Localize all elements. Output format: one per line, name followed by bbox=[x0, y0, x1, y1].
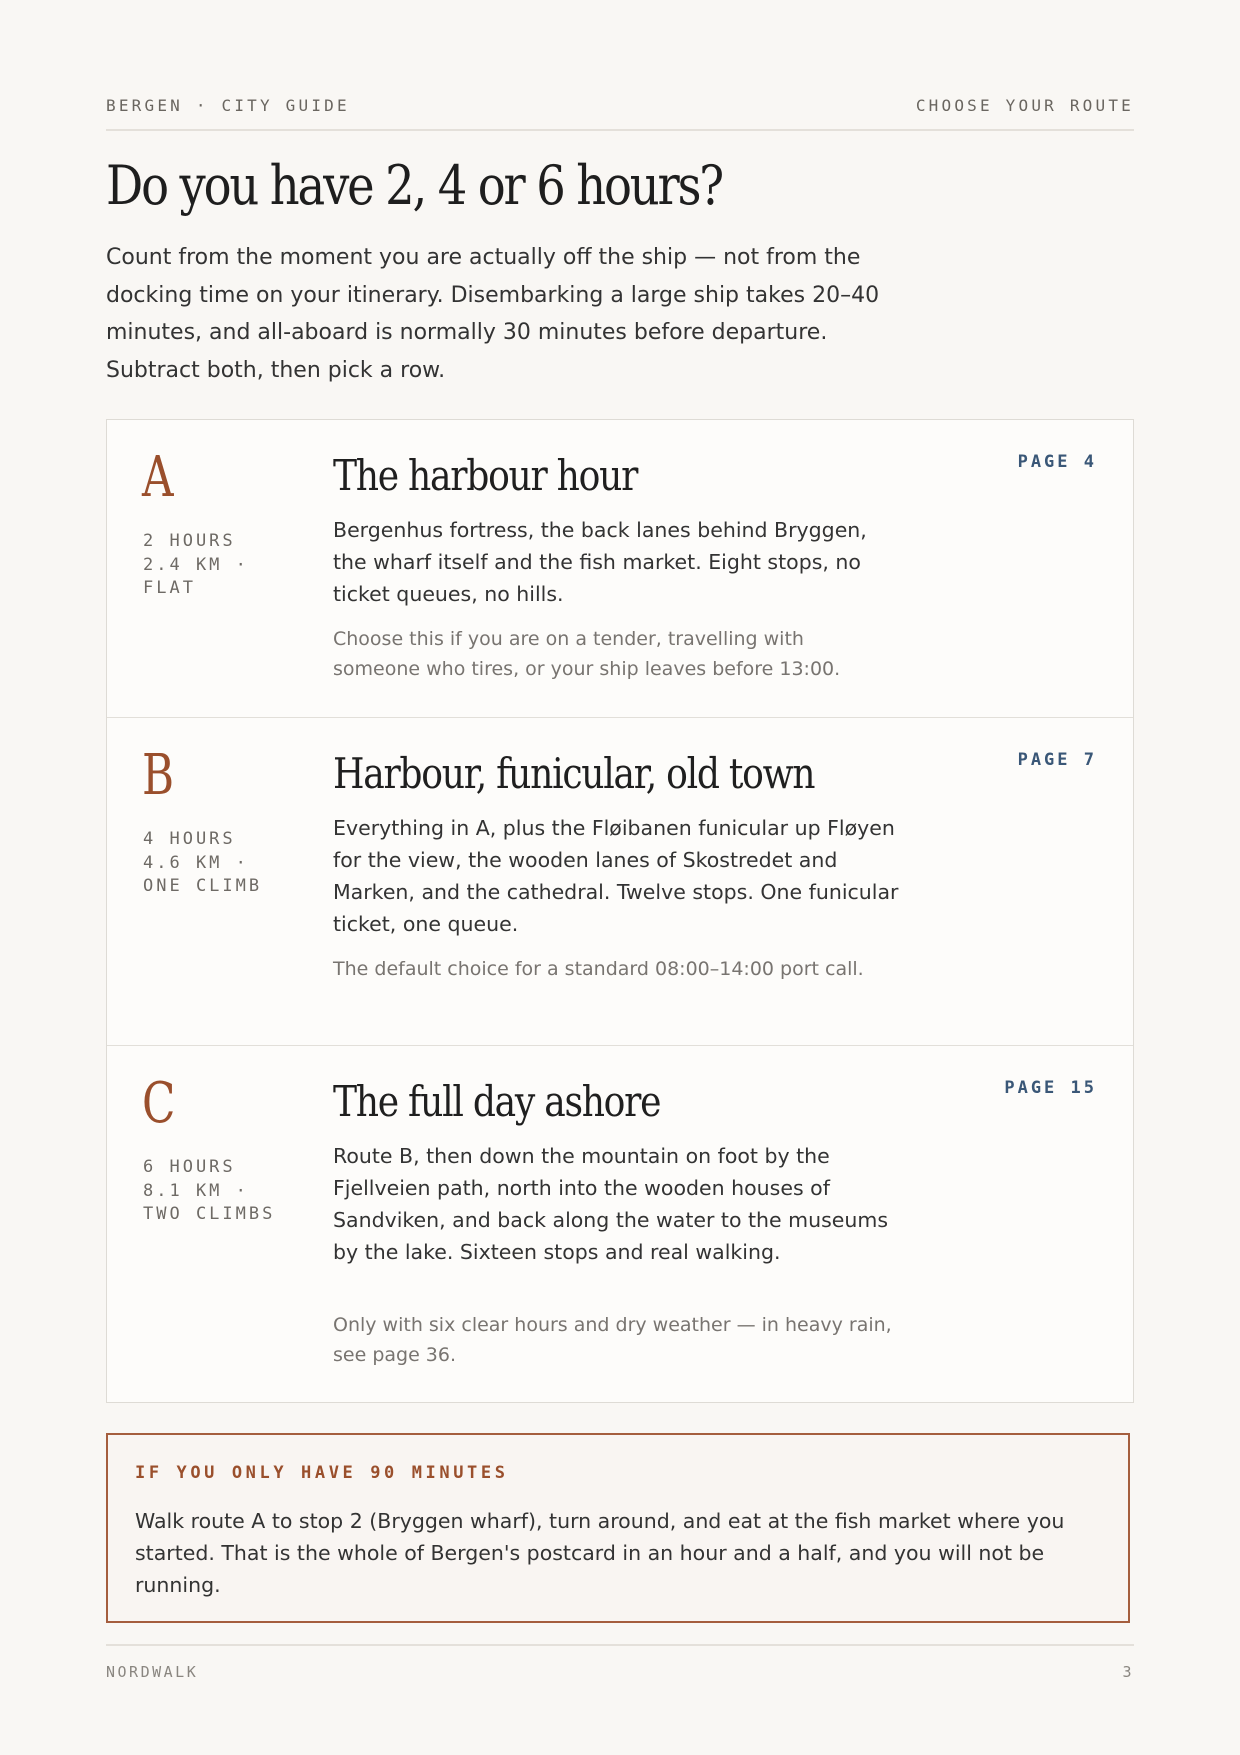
route-terrain: TWO CLIMBS bbox=[143, 1204, 276, 1224]
route-duration: 4 HOURS bbox=[143, 829, 236, 849]
tip-callout bbox=[106, 1433, 1130, 1623]
route-page-link[interactable]: PAGE 4 bbox=[1017, 452, 1097, 472]
route-note: The default choice for a standard 08:00–14:00 port call. bbox=[333, 958, 864, 980]
route-note: Choose this if you are on a tender, travelling with someone who tires, or your ship leaves before 13:00. bbox=[333, 628, 841, 680]
route-distance: 4.6 KM · bbox=[143, 852, 249, 873]
header-section-label: BERGEN · CITY GUIDE bbox=[106, 96, 350, 115]
footer-brand: NORDWALK bbox=[106, 1663, 199, 1681]
route-letter: C bbox=[142, 1071, 176, 1136]
route-meta bbox=[143, 530, 313, 601]
route-distance: 8.1 KM · bbox=[143, 1180, 249, 1201]
footer-divider bbox=[106, 1644, 1134, 1646]
route-duration: 2 HOURS bbox=[143, 531, 236, 551]
route-description: Route B, then down the mountain on foot by the Fjellveien path, north into the wooden houses of Sandviken, and back along the water to the museums by the lake. Sixteen stops and real walking. bbox=[333, 1144, 889, 1264]
route-description: Everything in A, plus the Fløibanen funicular up Fløyen for the view, the wooden lanes of Skostredet and Marken, and the cathedral. Twelve stops. One funicular ticket, one queue. bbox=[333, 816, 899, 936]
route-title: The full day ashore bbox=[333, 1077, 661, 1126]
route-title: Harbour, funicular, old town bbox=[333, 749, 815, 798]
route-page-link[interactable]: PAGE 7 bbox=[1017, 750, 1097, 770]
header-divider bbox=[106, 129, 1134, 131]
route-terrain: ONE CLIMB bbox=[143, 876, 263, 896]
page-number: 3 bbox=[1122, 1663, 1134, 1681]
route-duration: 6 HOURS bbox=[143, 1157, 236, 1177]
guide-page bbox=[106, 0, 1134, 1755]
route-row-a bbox=[107, 420, 1133, 717]
route-title: The harbour hour bbox=[333, 451, 638, 500]
route-meta bbox=[143, 828, 313, 899]
route-letter: A bbox=[142, 445, 174, 510]
route-distance: 2.4 KM · bbox=[143, 554, 249, 575]
route-note: Only with six clear hours and dry weather — in heavy rain, see page 36. bbox=[333, 1314, 892, 1366]
route-table bbox=[106, 419, 1134, 1403]
route-meta bbox=[143, 1156, 313, 1227]
route-letter: B bbox=[142, 743, 175, 808]
route-terrain: FLAT bbox=[143, 578, 196, 598]
running-footer bbox=[106, 1663, 1134, 1681]
callout-body: Walk route A to stop 2 (Bryggen wharf), turn around, and eat at the fish market where you started. That is the whole of Bergen's postcard in an hour and a half, and you will not be running. bbox=[135, 1509, 1065, 1597]
route-row-b bbox=[107, 717, 1133, 1046]
header-page-topic: CHOOSE YOUR ROUTE bbox=[915, 96, 1134, 115]
callout-heading: IF YOU ONLY HAVE 90 MINUTES bbox=[135, 1463, 509, 1483]
route-page-link[interactable]: PAGE 15 bbox=[1004, 1078, 1097, 1098]
intro-paragraph: Count from the moment you are actually off the ship — not from the docking time on your itinerary. Disembarking a large ship takes 20–40 minutes, and all-aboard is normally 30 minutes before departure. Subtract both, then pick a row. bbox=[106, 245, 880, 383]
page-title: Do you have 2, 4 or 6 hours? bbox=[106, 154, 723, 217]
route-row-c bbox=[107, 1045, 1133, 1403]
running-header bbox=[106, 96, 1134, 115]
route-description: Bergenhus fortress, the back lanes behind Bryggen, the wharf itself and the fish market. Eight stops, no ticket queues, no hills. bbox=[333, 518, 867, 606]
